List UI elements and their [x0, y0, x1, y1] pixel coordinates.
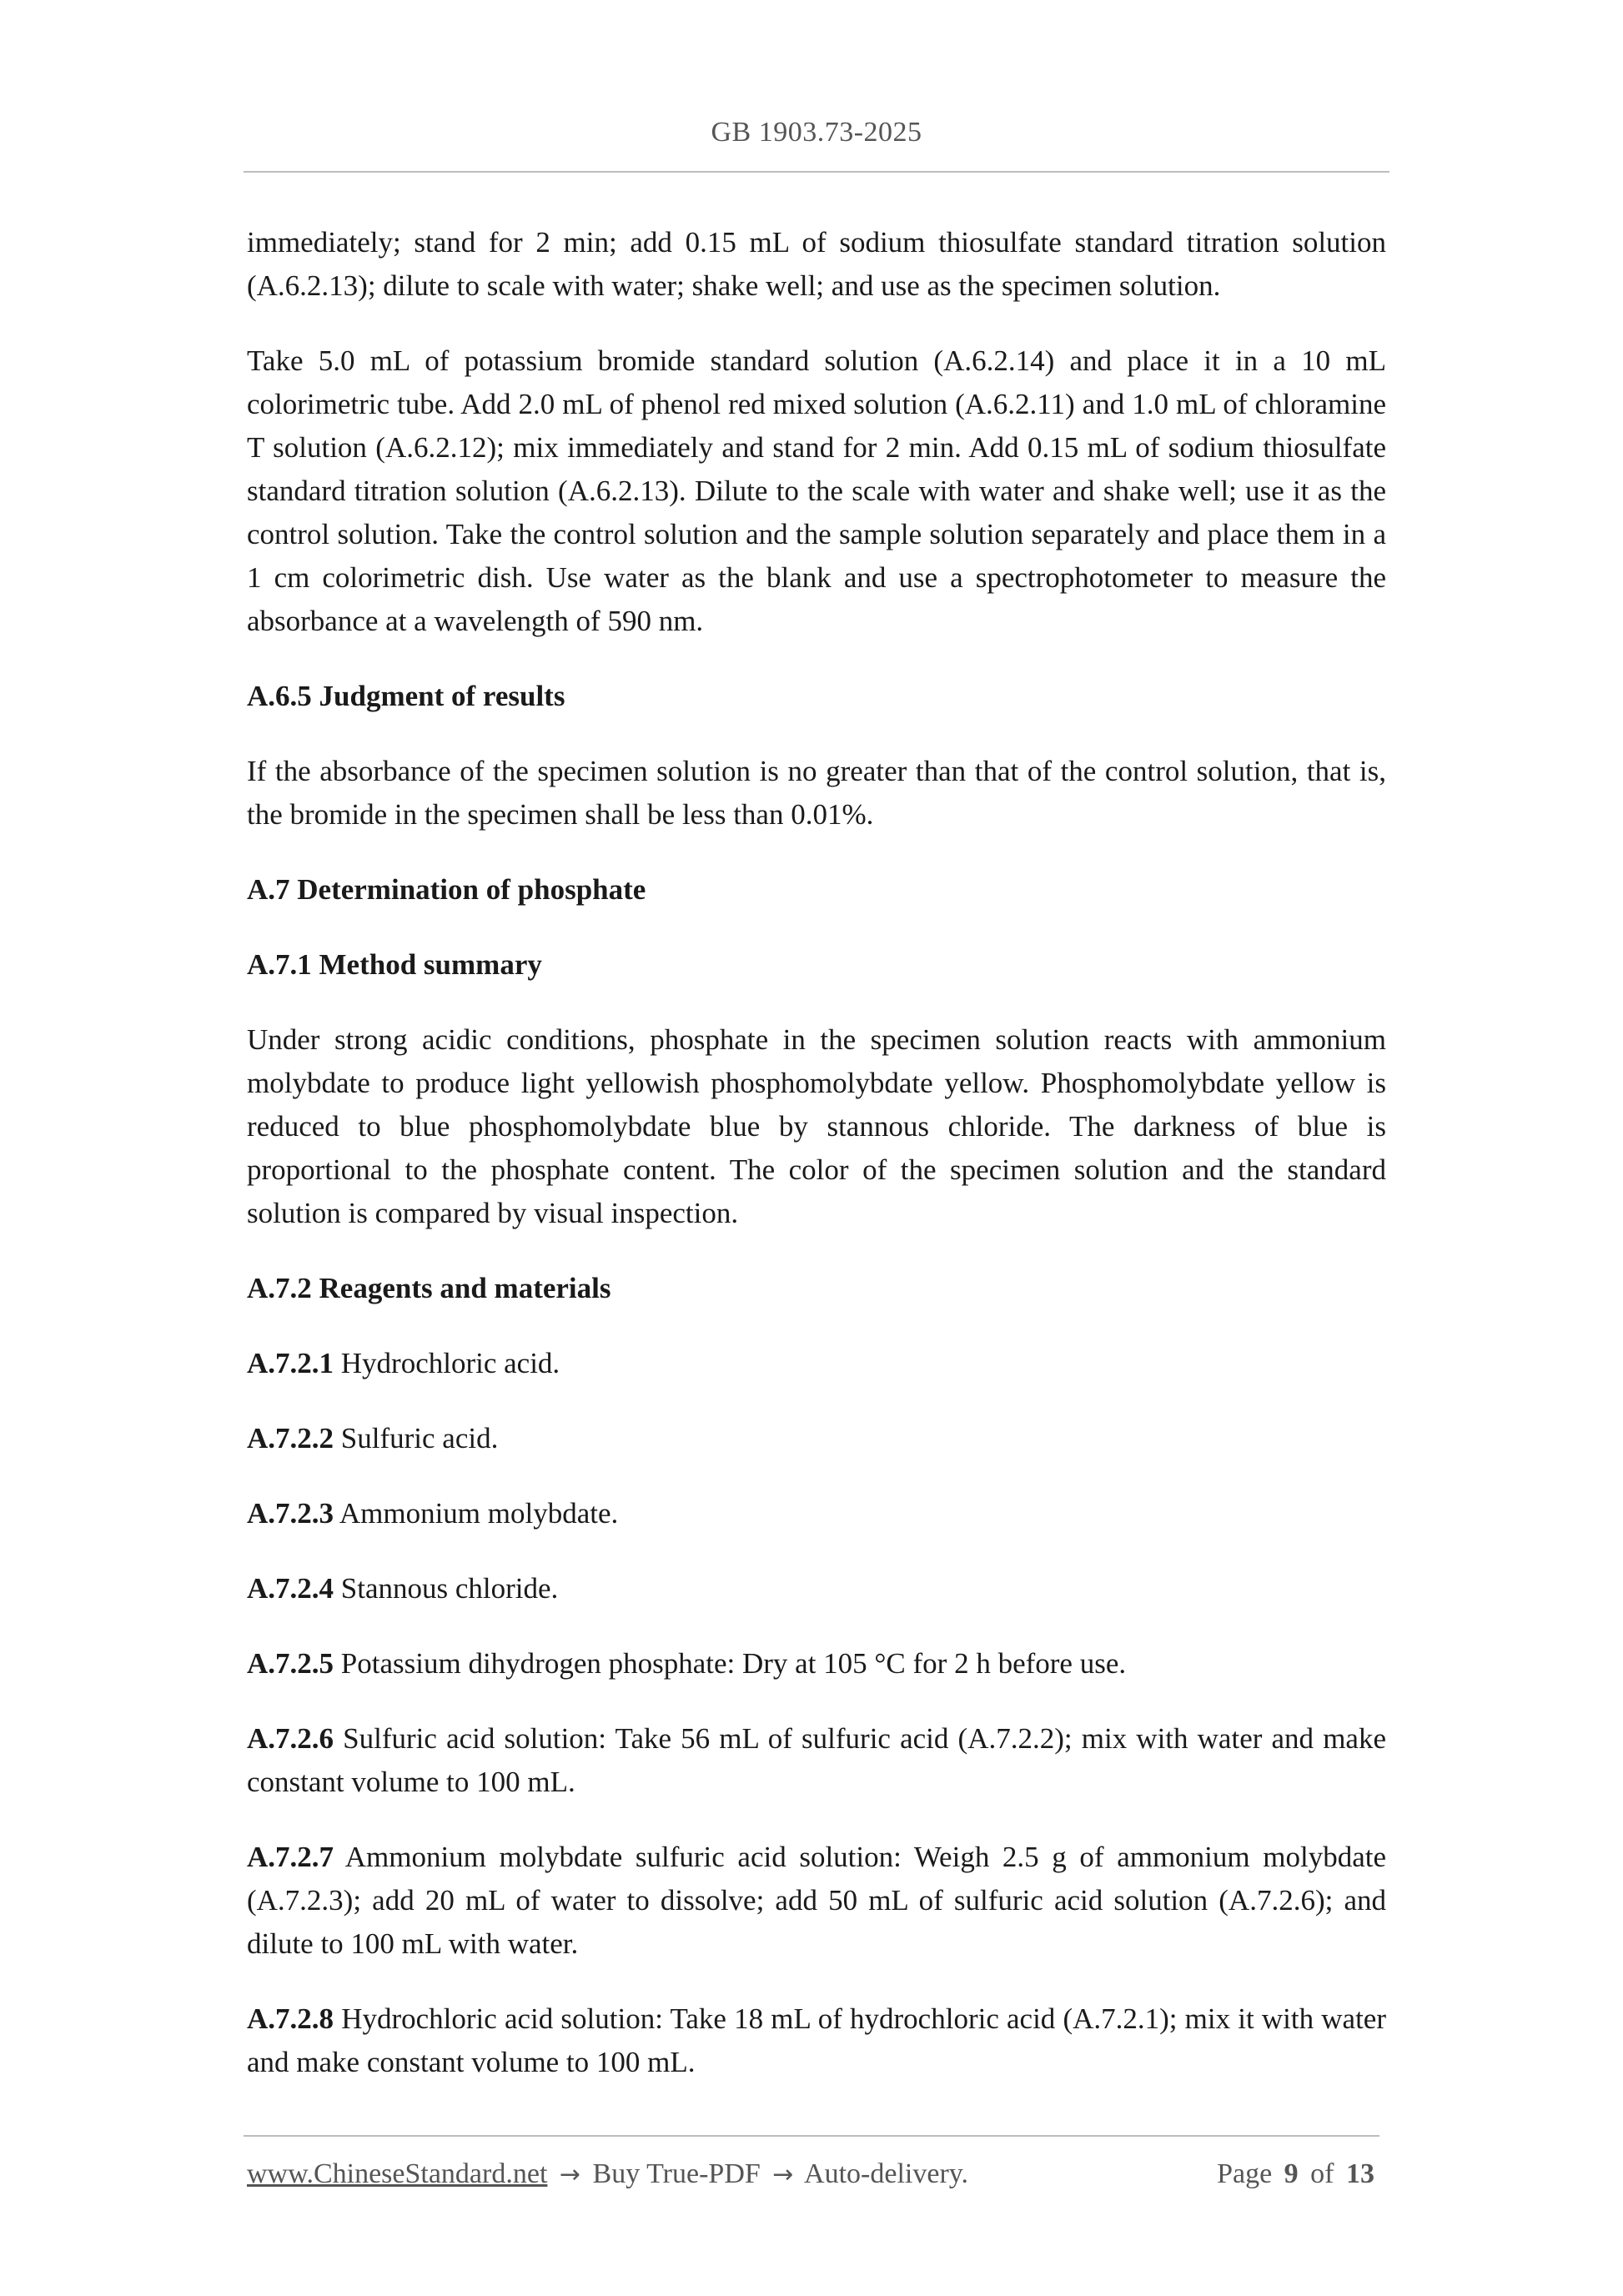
clause-text: Ammonium molybdate.	[334, 1497, 619, 1530]
clause-number: A.7.2.4	[247, 1572, 334, 1605]
footer-promo	[247, 2158, 968, 2190]
reagent-item	[247, 1997, 1386, 2084]
clause-text: Stannous chloride.	[334, 1572, 559, 1605]
clause-number: A.7.2.8	[247, 2002, 334, 2035]
page-number	[1217, 2158, 1379, 2190]
section-heading-a71: A.7.1 Method summary	[247, 948, 542, 981]
buy-true-pdf-text: Buy True-PDF	[592, 2158, 761, 2189]
header-divider	[244, 171, 1389, 173]
clause-number: A.7.2.7	[247, 1841, 334, 1873]
site-link[interactable]: www.ChineseStandard.net	[247, 2158, 548, 2189]
page-total: 13	[1346, 2158, 1374, 2189]
paragraph: immediately; stand for 2 min; add 0.15 mL of sodium thiosulfate standard titration solution (A.6.2.13); dilute to scale with water; shake well; and use as the specimen solution.	[247, 226, 1386, 302]
reagent-item	[247, 1836, 1386, 1966]
clause-number: A.7.2.5	[247, 1647, 334, 1680]
section-heading-a72: A.7.2 Reagents and materials	[247, 1272, 611, 1304]
clause-text: Sulfuric acid.	[334, 1422, 499, 1454]
page-label: Page	[1217, 2158, 1273, 2189]
clause-text: Hydrochloric acid solution: Take 18 mL of hydrochloric acid (A.7.2.1); mix it with water and make constant volume to 100 mL.	[247, 2002, 1386, 2078]
page-of-label: of	[1310, 2158, 1334, 2189]
arrow-right-icon: →	[772, 2160, 794, 2189]
clause-number: A.7.2.1	[247, 1347, 334, 1379]
reagent-item	[247, 1492, 1386, 1535]
paragraph: If the absorbance of the specimen solution is no greater than that of the control solution, that is, the bromide in the specimen shall be less than 0.01%.	[247, 755, 1386, 831]
section-heading-a7: A.7 Determination of phosphate	[247, 873, 646, 906]
paragraph: Under strong acidic conditions, phosphate in the specimen solution reacts with ammonium molybdate to produce light yellowish phosphomolybdate yellow. Phosphomolybdate yellow is reduced to blue phosphomolybdate blue by stannous chloride. The darkness of blue is proportional to the phosphate content. The color of the specimen solution and the standard solution is compared by visual inspection.	[247, 1023, 1386, 1229]
reagent-item	[247, 1417, 1386, 1460]
clause-text: Sulfuric acid solution: Take 56 mL of sulfuric acid (A.7.2.2); mix with water and make constant volume to 100 mL.	[247, 1722, 1386, 1798]
reagent-item	[247, 1642, 1386, 1686]
clause-number: A.7.2.6	[247, 1722, 334, 1755]
page-current: 9	[1284, 2158, 1299, 2189]
clause-text: Ammonium molybdate sulfuric acid solution: Weigh 2.5 g of ammonium molybdate (A.7.2.3); add 20 mL of water to dissolve; add 50 mL of sulfuric acid solution (A.7.2.6); and dilute to 100 mL with water.	[247, 1841, 1386, 1960]
section-heading-a65: A.6.5 Judgment of results	[247, 680, 565, 712]
document-body	[247, 221, 1386, 2116]
arrow-right-icon: →	[559, 2160, 581, 2189]
reagent-item	[247, 1342, 1386, 1385]
clause-number: A.7.2.2	[247, 1422, 334, 1454]
footer-divider	[244, 2135, 1379, 2137]
standard-code: GB 1903.73-2025	[711, 117, 922, 148]
clause-text: Potassium dihydrogen phosphate: Dry at 105 °C for 2 h before use.	[334, 1647, 1127, 1680]
auto-delivery-text: Auto-delivery.	[804, 2158, 969, 2189]
clause-number: A.7.2.3	[247, 1497, 334, 1530]
reagent-item	[247, 1717, 1386, 1804]
reagent-item	[247, 1567, 1386, 1610]
page-header	[244, 117, 1389, 148]
clause-text: Hydrochloric acid.	[334, 1347, 560, 1379]
paragraph: Take 5.0 mL of potassium bromide standard solution (A.6.2.14) and place it in a 10 mL colorimetric tube. Add 2.0 mL of phenol red mixed solution (A.6.2.11) and 1.0 mL of chloramine T solution (A.6.2.12); mix immediately and stand for 2 min. Add 0.15 mL of sodium thiosulfate standard titration solution (A.6.2.13). Dilute to the scale with water and shake well; use it as the control solution. Take the control solution and the sample solution separately and place them in a 1 cm colorimetric dish. Use water as the blank and use a spectrophotometer to measure the absorbance at a wavelength of 590 nm.	[247, 344, 1386, 637]
